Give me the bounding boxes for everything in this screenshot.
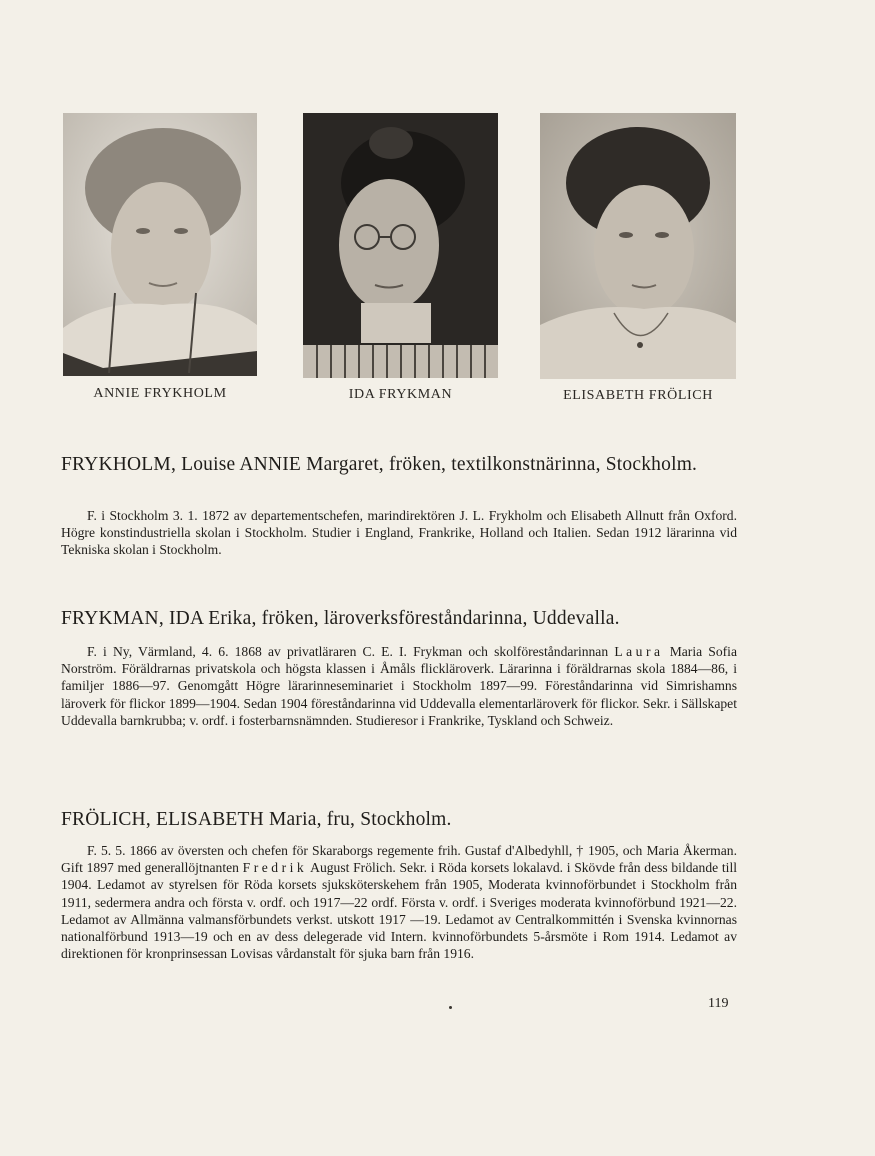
entry-text-part: Maria Sofia Norström. Föräldrarnas privatskola och högsta klassen i Åmåls flickläroverk. Lärarinna i föräldrarnas skola 1884—86, i familjer 1886—97. Genomgått Högre lärarinneseminariet i Stockholm 1897—99. Föreståndarinna vid Simrishamns läroverk för flickor 1899—1904. Sedan 1904 föreståndarinna vid Uddevalla elementarläroverk för flickor. Sekr. i Sällskapet Uddevalla barnkrubba; v. ordf. i fosterbarnsnämnden. Studieresor i Frankrike, Tyskland och Schweiz. <box>61 644 737 728</box>
portrait-caption: ANNIE FRYKHOLM <box>93 386 227 401</box>
portrait-ida-frykman <box>303 113 498 378</box>
entry-text-part: August Frölich. Sekr. i Röda korsets lokalavd. i Skövde från dess bildande till 1904. Ledamot av styrelsen för Röda korsets sjuksköterskehem från 1905, Moderata kvinnoförbundet i Stockholm från 1911, sedermera andra och första v. ordf. och 1917—22 ordf. Första v. ordf. i Sveriges moderata kvinnoförbund 1921—22. Ledamot av Allmänna valmansförbundets verkst. utskott 1917 —19. Ledamot av Centralkommittén i Svenska kvinnornas nationalförbund 1913—19 och en av dess delegerade vid Intern. kvinnoförbundets 5-årsmöte i Rom 1914. Ledamot av direktionen för kronprinsessan Lovisas vårdanstalt för sjuka barn från 1916. <box>61 860 737 962</box>
entry-text <box>61 842 737 962</box>
portrait-annie-frykholm <box>63 113 257 376</box>
entry-text-part: F. 5. 5. 1866 av översten och chefen för Skaraborgs regemente frih. Gustaf d'Albedyhll, † 1905, och Maria Åkerman. Gift 1897 med generallöjtnanten <box>61 843 737 876</box>
entry-body-frolich <box>61 842 737 962</box>
entry-title-frykman: FRYKMAN, IDA Erika, fröken, läroverksföreståndarinna, Uddevalla. <box>61 608 620 629</box>
entry-body-frykman <box>61 643 737 729</box>
entry-text: F. i Stockholm 3. 1. 1872 av departementschefen, marindirektören J. L. Frykholm och Elisabeth Allnutt från Oxford. Högre konstindustriella skolan i Stockholm. Studier i England, Frankrike, Holland och Italien. Sedan 1912 lärarinna vid Tekniska skolan i Stockholm. <box>61 508 737 558</box>
entry-title-frykholm: FRYKHOLM, Louise ANNIE Margaret, fröken, textilkonstnärinna, Stockholm. <box>61 454 698 475</box>
entry-title-frolich: FRÖLICH, ELISABETH Maria, fru, Stockholm. <box>61 809 452 830</box>
portrait-caption: IDA FRYKMAN <box>348 387 453 402</box>
entry-text-part: F. i Ny, Värmland, 4. 6. 1868 av privatläraren C. E. I. Frykman och skolföreståndarinnan <box>87 644 609 659</box>
entry-text <box>61 643 737 729</box>
portrait-caption: ELISABETH FRÖLICH <box>563 388 713 403</box>
print-speck <box>449 1006 452 1009</box>
portrait-elisabeth-frolich <box>540 113 736 379</box>
spaced-name: Laura <box>614 644 664 659</box>
page-number: 119 <box>708 996 729 1011</box>
entry-body-frykholm <box>61 507 737 559</box>
spaced-name: Fredrik <box>242 860 308 876</box>
